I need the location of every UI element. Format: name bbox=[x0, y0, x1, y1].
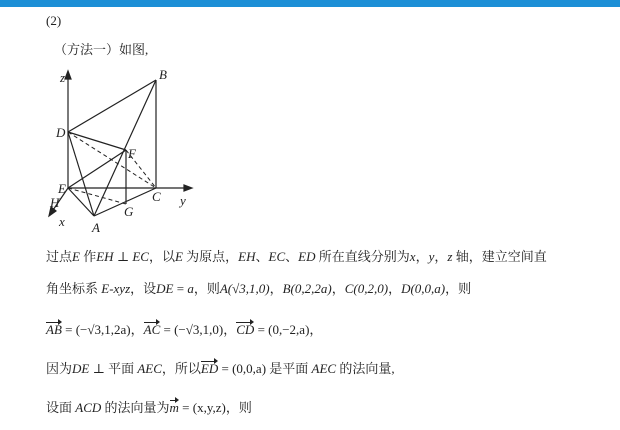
label-E: E bbox=[58, 181, 66, 196]
label-G: G bbox=[124, 204, 134, 219]
text-line-1: 过点E 作EH ⊥ EC，以E 为原点，EH、EC、ED 所在直线分别为x，y，z 轴，建立空间直 bbox=[46, 249, 547, 264]
label-x: x bbox=[59, 214, 65, 229]
text-line-5: 设面 ACD 的法向量为m = (x,y,z)，则 bbox=[46, 400, 252, 415]
label-H: H bbox=[50, 195, 60, 210]
y-axis-arrow bbox=[184, 185, 192, 191]
label-C: C bbox=[152, 189, 161, 204]
label-D: D bbox=[56, 125, 66, 140]
text-line-2: 角坐标系 E-xyz，设DE = a，则A(√3,1,0)，B(0,2,2a)，C(0,2,0)，D(0,0,a)，则 bbox=[46, 281, 472, 296]
vector-AB: AB bbox=[46, 322, 62, 337]
top-accent-bar bbox=[0, 0, 620, 7]
vector-CD: CD bbox=[236, 322, 255, 337]
label-B: B bbox=[159, 67, 167, 82]
label-y: y bbox=[180, 193, 186, 208]
text-line-4: 因为DE ⊥ 平面 AEC，所以ED = (0,0,a) 是平面 AEC 的法向量, bbox=[46, 361, 395, 376]
label-A: A bbox=[92, 220, 100, 235]
vector-ED: ED bbox=[200, 361, 219, 376]
label-F: F bbox=[128, 146, 136, 161]
method-label: （方法一）如图, bbox=[54, 42, 149, 57]
z-axis-arrow bbox=[65, 71, 71, 79]
vector-AC: AC bbox=[143, 322, 161, 337]
geometry-figure bbox=[46, 66, 206, 236]
label-z: z bbox=[60, 70, 66, 85]
text-line-3: AB = (−√3,1,2a)，AC = (−√3,1,0)，CD = (0,−2,a)， bbox=[46, 322, 323, 337]
vector-m: m bbox=[169, 400, 179, 415]
part-label: (2) bbox=[46, 13, 62, 28]
